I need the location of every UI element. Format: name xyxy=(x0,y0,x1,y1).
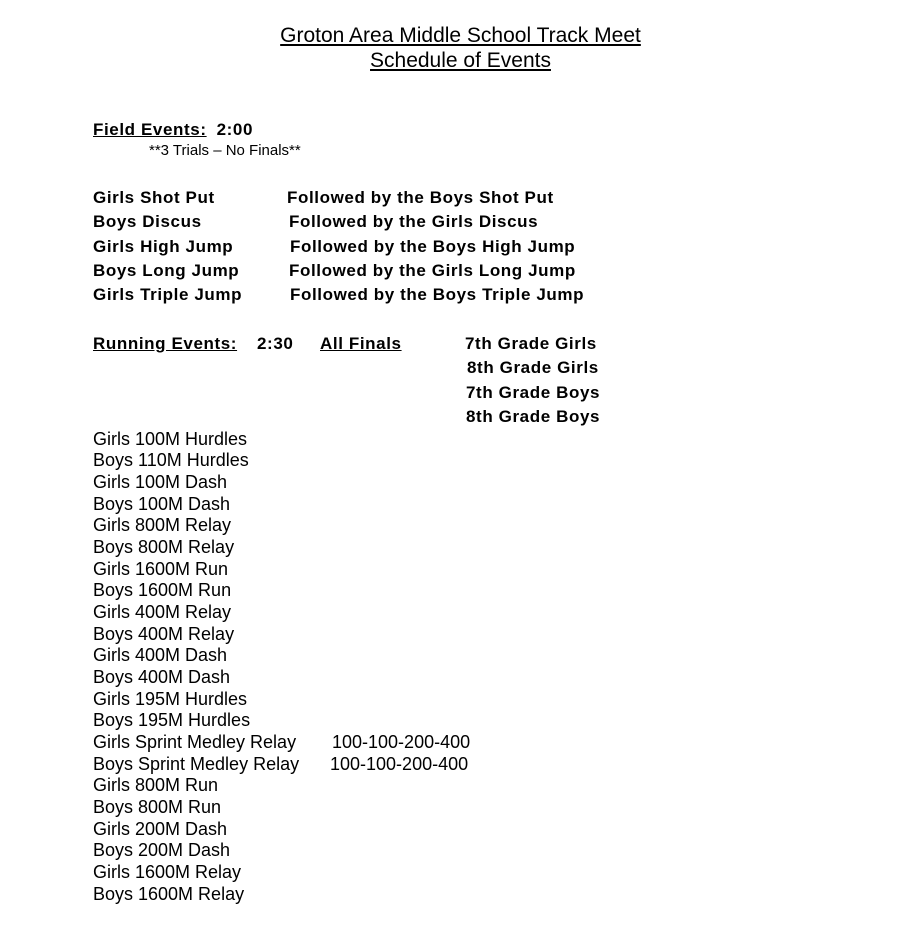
running-event: Girls 200M Dash xyxy=(93,819,228,839)
grade-label: 8th Grade Boys xyxy=(466,407,601,426)
running-event: Girls 400M Dash xyxy=(93,645,228,665)
running-event: Girls Sprint Medley Relay xyxy=(93,732,297,752)
running-event: Boys Sprint Medley Relay xyxy=(93,754,300,774)
running-event: Girls 195M Hurdles xyxy=(93,689,248,709)
running-event: Boys 200M Dash xyxy=(93,840,231,860)
running-event: Boys 100M Dash xyxy=(93,494,231,514)
grade-label: 7th Grade Boys xyxy=(466,383,601,402)
running-event: Boys 110M Hurdles xyxy=(93,450,249,470)
running-events-heading: Running Events: xyxy=(93,334,238,353)
field-event-first: Boys Discus xyxy=(93,212,202,231)
field-events-header xyxy=(93,120,253,140)
field-events-time: 2:00 xyxy=(216,120,254,139)
field-events-note: **3 Trials – No Finals** xyxy=(149,142,301,159)
field-event-followed: Followed by the Girls Discus xyxy=(289,212,539,231)
running-event: Boys 800M Relay xyxy=(93,537,235,557)
running-event: Girls 1600M Relay xyxy=(93,862,242,882)
running-event: Boys 400M Dash xyxy=(93,667,231,687)
field-events-heading: Field Events: xyxy=(93,120,207,139)
relay-splits: 100-100-200-400 xyxy=(332,732,471,752)
field-event-first: Girls Shot Put xyxy=(93,188,215,207)
field-event-followed: Followed by the Boys Shot Put xyxy=(287,188,554,207)
running-event: Girls 800M Run xyxy=(93,775,219,795)
running-event: Boys 400M Relay xyxy=(93,624,235,644)
field-event-followed: Followed by the Boys High Jump xyxy=(290,237,576,256)
running-events-finals: All Finals xyxy=(320,334,402,353)
grade-label: 7th Grade Girls xyxy=(465,334,597,353)
running-event: Boys 800M Run xyxy=(93,797,222,817)
field-event-followed: Followed by the Boys Triple Jump xyxy=(290,285,585,304)
field-event-followed: Followed by the Girls Long Jump xyxy=(289,261,576,280)
document-subtitle: Schedule of Events xyxy=(370,49,551,72)
running-event: Girls 400M Relay xyxy=(93,602,232,622)
running-event: Boys 195M Hurdles xyxy=(93,710,251,730)
relay-splits: 100-100-200-400 xyxy=(330,754,469,774)
field-event-first: Boys Long Jump xyxy=(93,261,240,280)
running-event: Girls 800M Relay xyxy=(93,515,232,535)
running-event: Girls 1600M Run xyxy=(93,559,229,579)
running-event: Girls 100M Dash xyxy=(93,472,228,492)
field-event-first: Girls High Jump xyxy=(93,237,234,256)
running-event: Boys 1600M Run xyxy=(93,580,232,600)
running-events-time: 2:30 xyxy=(257,334,294,353)
field-event-first: Girls Triple Jump xyxy=(93,285,243,304)
document-title: Groton Area Middle School Track Meet xyxy=(280,24,641,47)
running-event: Girls 100M Hurdles xyxy=(93,429,248,449)
grade-label: 8th Grade Girls xyxy=(467,358,599,377)
running-event: Boys 1600M Relay xyxy=(93,884,245,904)
